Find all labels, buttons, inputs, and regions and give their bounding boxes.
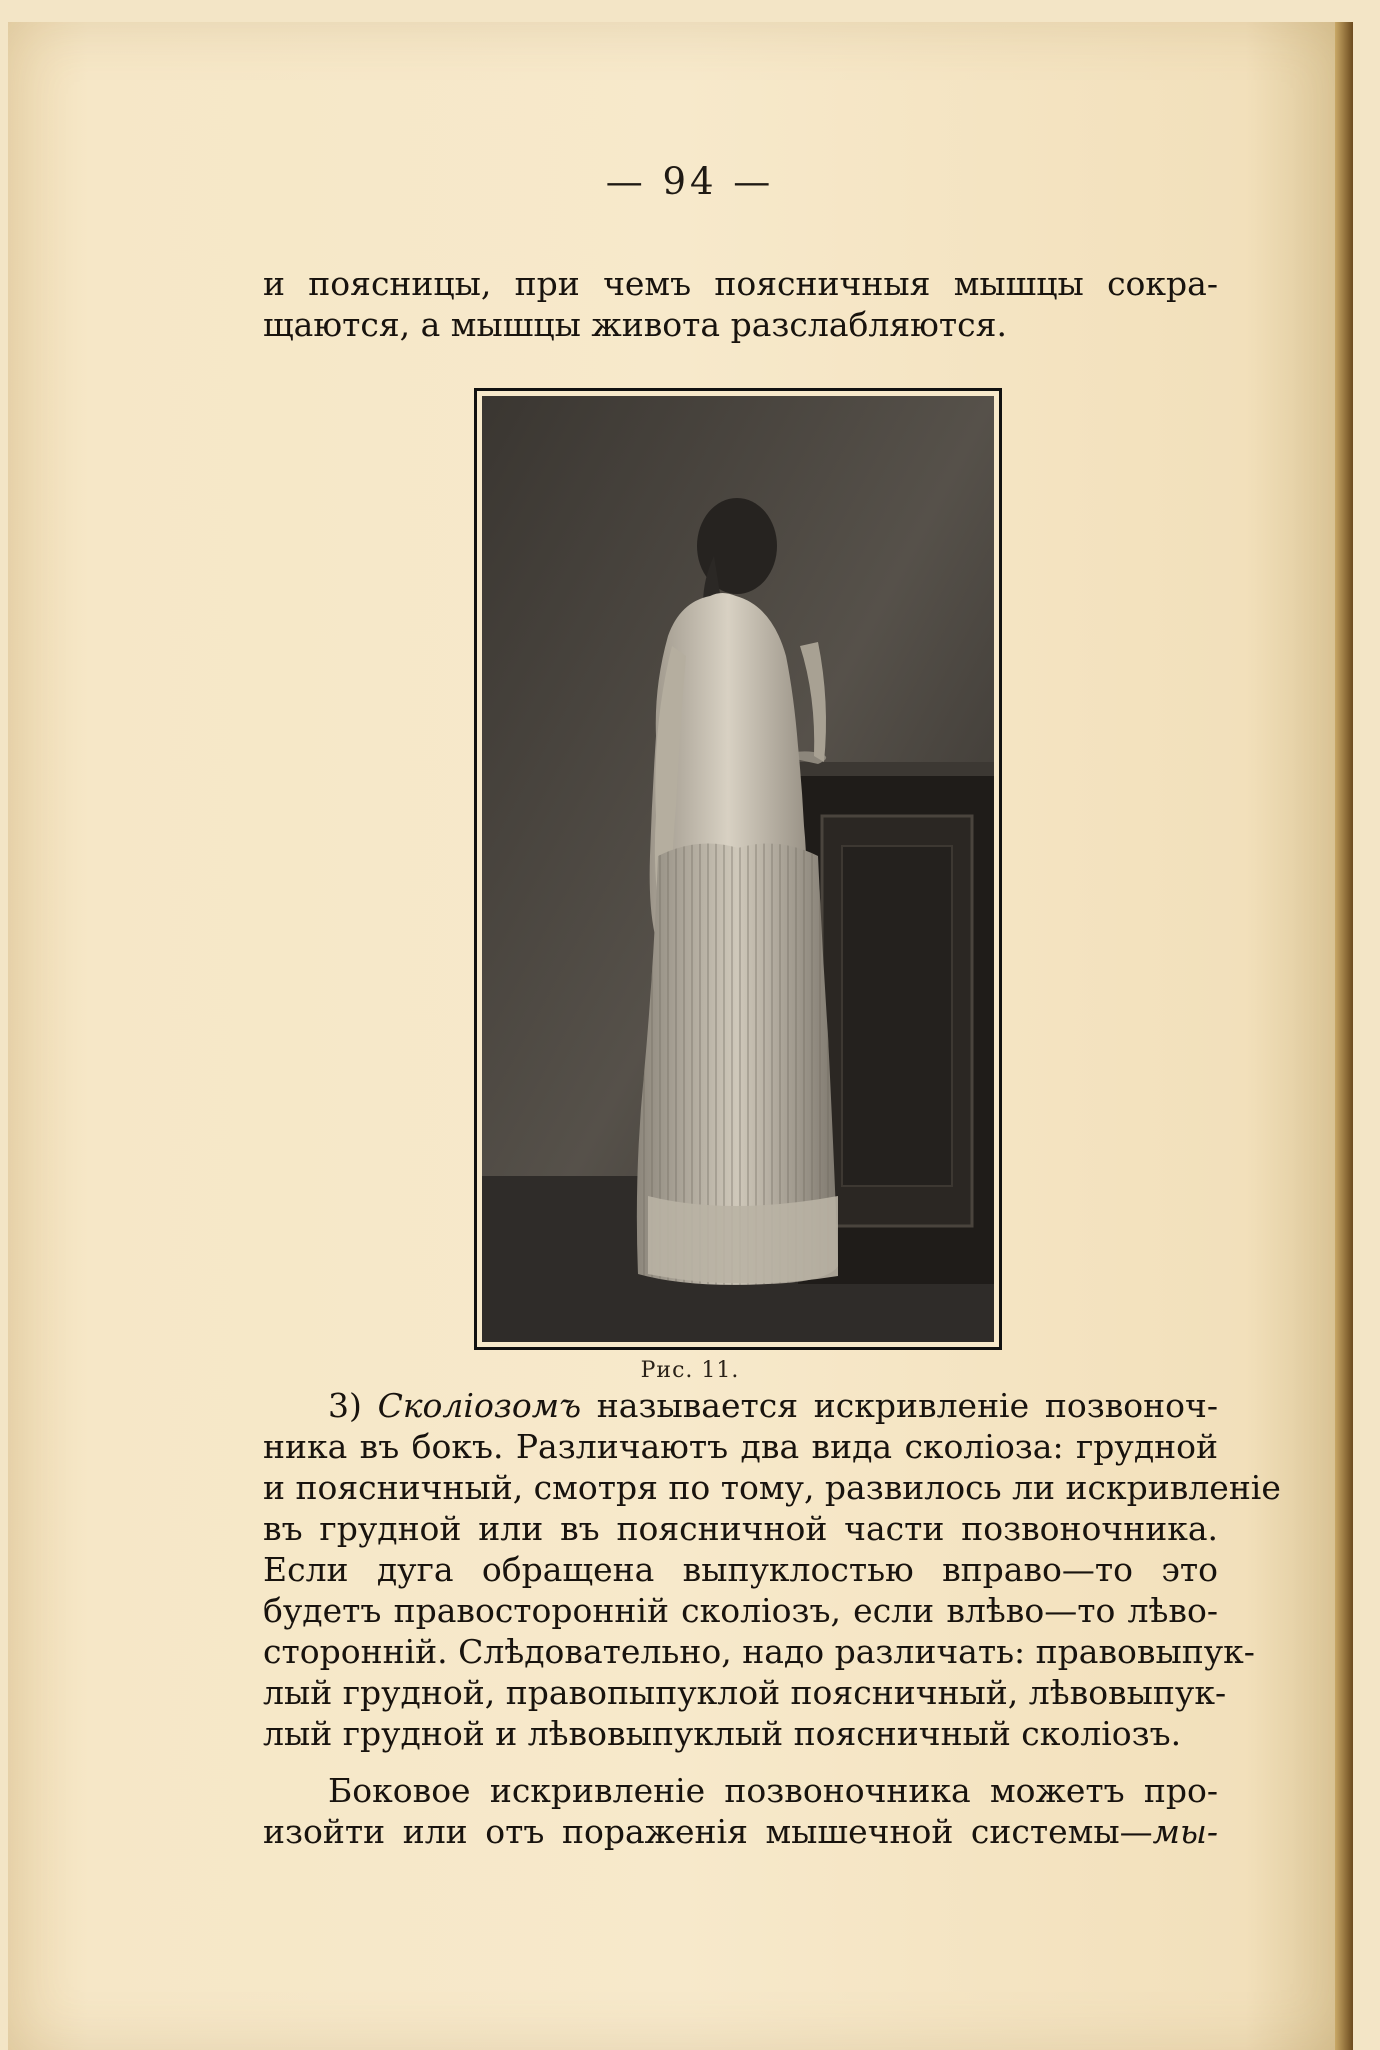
text-line [263,1385,1218,1426]
text-line: лый грудной, правопыпуклой поясничный, лѣвовыпук- [263,1673,1227,1712]
text-line-rest: называется искривленіе позвоноч- [581,1386,1218,1425]
text-line: сторонній. Слѣдовательно, надо различать: правовыпук- [263,1632,1255,1671]
text-line: лый грудной и лѣвовыпуклый поясничный сколіозъ. [263,1714,1182,1753]
italic-term: Сколіозомъ [377,1386,582,1425]
italic-word: мы- [1152,1812,1218,1851]
text-line [263,1811,1218,1852]
skirt-hem [648,1196,838,1284]
page-number: — 94 — [605,160,775,203]
text-line: въ грудной или въ поясничной части позвоночника. [263,1509,1218,1548]
text-line: и поясничный, смотря по тому, развилось ли искривленіе [263,1468,1281,1507]
book-spine-edge [1335,22,1353,2050]
paragraph-lateral-curvature [263,1770,1218,1852]
text-line: будетъ правосторонній сколіозъ, если влѣво—то лѣво- [263,1591,1218,1630]
item-number: 3) [328,1386,362,1425]
text-line: Если дуга обращена выпуклостью вправо—то это [263,1550,1218,1589]
text-line: ника въ бокъ. Различаютъ два вида сколіоза: грудной [263,1427,1218,1466]
paragraph-scoliosis [263,1385,1281,1754]
text-line: щаются, а мышцы живота разслабляются. [263,305,1007,344]
figure-caption: Рис. 11. [640,1358,740,1383]
figure-photograph [482,396,994,1342]
text-line: Боковое искривленіе позвоночника можетъ про- [328,1771,1218,1810]
paragraph-continuation [263,263,1218,345]
text-line-main: изойти или отъ пораженія мышечной системы— [263,1812,1153,1851]
figure-photo-frame [474,388,1002,1350]
text-line: и поясницы, при чемъ поясничныя мышцы сокра- [263,264,1218,303]
